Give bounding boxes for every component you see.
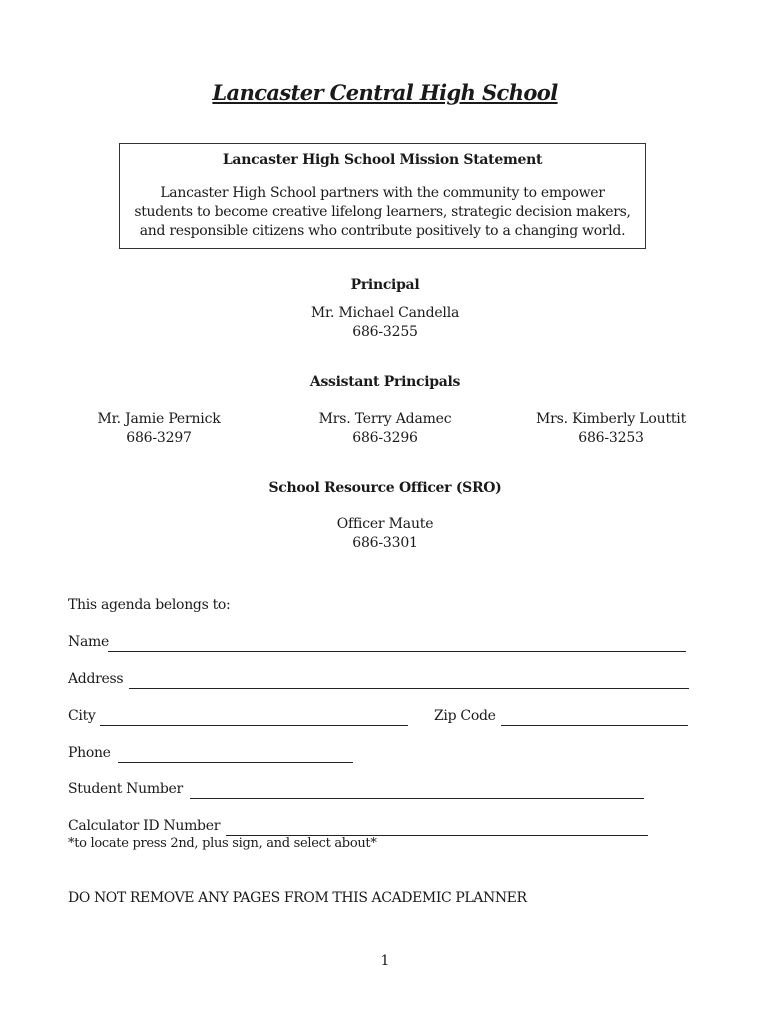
address-label: Address [68,671,124,687]
phone-label: Phone [68,745,111,761]
name-label: Name [68,634,109,650]
mission-statement-box [119,143,646,249]
principal-phone: 686-3255 [352,324,418,340]
agenda-owner-intro: This agenda belongs to: [68,597,231,613]
mission-line: and responsible citizens who contribute positively to a changing world. [139,223,626,239]
calculator-id-label: Calculator ID Number [68,818,221,834]
sro-heading: School Resource Officer (SRO) [268,480,502,496]
principal-heading: Principal [350,277,420,293]
assistant-principal-name: Mr. Jamie Pernick [97,411,221,427]
planner-warning: DO NOT REMOVE ANY PAGES FROM THIS ACADEMIC PLANNER [68,890,527,906]
zip-code-field[interactable] [501,725,688,726]
sro-name: Officer Maute [336,516,434,532]
zip-code-label: Zip Code [434,708,496,724]
assistant-principal-phone: 686-3297 [126,430,192,446]
city-label: City [68,708,96,724]
student-number-label: Student Number [68,781,183,797]
calculator-note: *to locate press 2nd, plus sign, and select about* [68,836,377,851]
mission-heading: Lancaster High School Mission Statement [222,152,543,168]
assistant-principals-heading: Assistant Principals [309,374,461,390]
sro-phone: 686-3301 [352,535,418,551]
assistant-principal-phone: 686-3253 [578,430,644,446]
assistant-principal-card [511,410,711,448]
student-number-field[interactable] [190,798,644,799]
assistant-principal-card [59,410,259,448]
address-field[interactable] [129,688,689,689]
mission-body [120,184,645,241]
city-field[interactable] [100,725,408,726]
page-title: Lancaster Central High School [212,80,558,105]
assistant-principal-phone: 686-3296 [352,430,418,446]
mission-line: students to become creative lifelong learners, strategic decision makers, [134,204,631,220]
assistant-principal-name: Mrs. Terry Adamec [318,411,452,427]
assistant-principal-name: Mrs. Kimberly Louttit [536,411,686,427]
page-number: 1 [380,953,390,969]
principal-name: Mr. Michael Candella [310,305,460,321]
name-field[interactable] [108,651,686,652]
assistant-principal-card [285,410,485,448]
phone-field[interactable] [118,762,353,763]
mission-line: Lancaster High School partners with the community to empower [160,185,605,201]
